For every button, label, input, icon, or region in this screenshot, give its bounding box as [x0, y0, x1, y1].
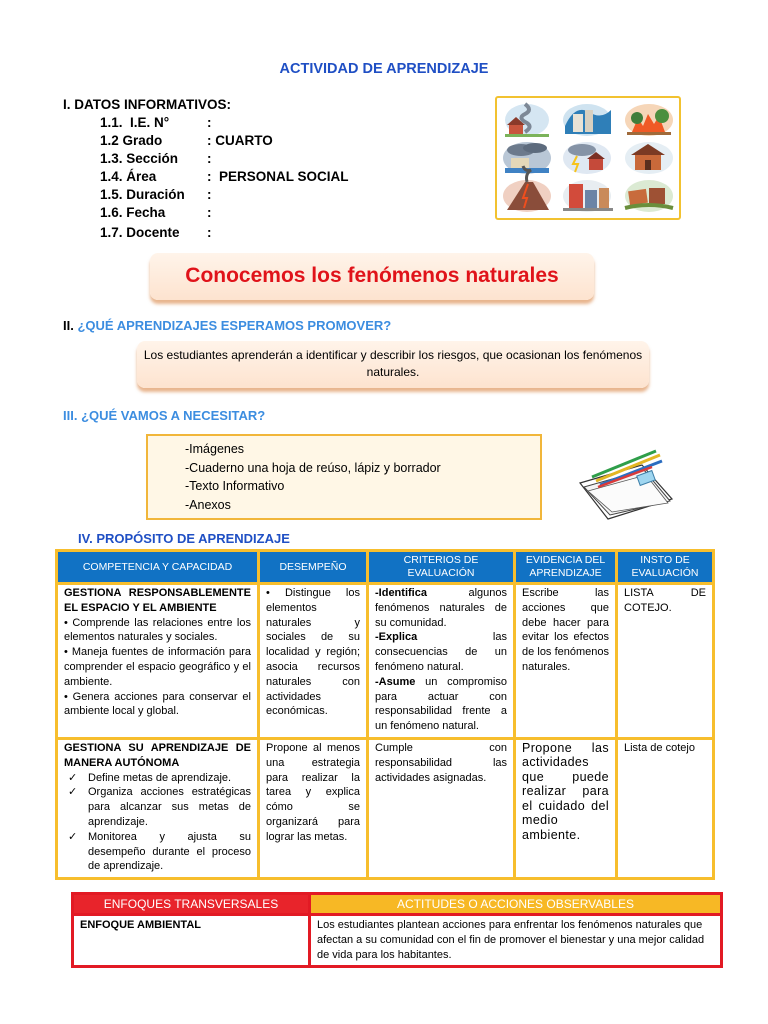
criterio-item: [375, 675, 507, 734]
info-value: :: [207, 115, 212, 130]
section-2-number: II.: [63, 318, 74, 333]
info-row-ie: [100, 115, 212, 130]
info-value: :: [207, 187, 212, 202]
purpose-table: [55, 549, 715, 880]
capacidad-item: [64, 771, 251, 786]
enfoques-header-row: [73, 894, 722, 915]
material-item: -Imágenes: [185, 442, 245, 456]
capacidad-text: Organiza acciones estratégicas para alcanzar sus metas de aprendizaje.: [88, 786, 251, 828]
enfoques-table: [71, 892, 723, 968]
capacidades-list: [64, 616, 251, 720]
competencia-title: GESTIONA RESPONSABLEMENTE EL ESPACIO Y EL AMBIENTE: [64, 587, 251, 614]
evidencia-cell: Escribe las acciones que debe hacer para evitar los efectos de los fenómenos naturales.: [515, 584, 617, 739]
capacidad-item: • Comprende las relaciones entre los elementos naturales y sociales.: [64, 616, 251, 644]
criterio-item: [375, 586, 507, 630]
section-3-heading: [63, 408, 265, 423]
checkmark-icon: ✓: [68, 786, 78, 799]
competencia-cell: [57, 738, 259, 878]
info-label: 1.7. Docente: [100, 225, 180, 240]
section-2-heading: [63, 318, 391, 333]
section-3-title: ¿QUÉ VAMOS A NECESITAR?: [81, 408, 266, 423]
criterio-item: [375, 630, 507, 674]
instrumento-cell: LISTA DE COTEJO.: [617, 584, 714, 739]
criterio-verb: -Explica: [375, 631, 418, 644]
table-row: [57, 584, 714, 739]
capacidad-text: Monitorea y ajusta su desempeño durante el proceso de aprendizaje.: [88, 830, 251, 873]
col-header-desempeno: DESEMPEÑO: [259, 551, 368, 584]
col-header-instrumento: INSTO DE EVALUACIÓN: [617, 551, 714, 584]
datos-heading: I. DATOS INFORMATIVOS:: [63, 97, 231, 112]
info-label: 1.1. I.E. N°: [100, 115, 170, 130]
checkmark-icon: ✓: [68, 771, 78, 784]
capacidad-item: • Genera acciones para conservar el ambiente local y global.: [64, 690, 251, 718]
lesson-title-banner: Conocemos los fenómenos naturales: [150, 253, 594, 300]
criterio-text: las consecuencias de un fenómeno natural.: [375, 631, 507, 673]
actitud-cell: Los estudiantes plantean acciones para enfrentar los fenómenos naturales que afectan a su comunidad con el fin de promover el bienestar y una mejor calidad de vida para los habitantes.: [310, 915, 722, 967]
competencia-title: GESTIONA SU APRENDIZAJE DE MANERA AUTÓNOMA: [64, 741, 251, 769]
info-label: 1.4. Área: [100, 169, 157, 184]
info-row-seccion: [100, 151, 212, 166]
instrumento-cell: Lista de cotejo: [617, 738, 714, 878]
info-value: : CUARTO: [207, 133, 273, 148]
info-row-fecha: [100, 205, 212, 220]
col-header-actitudes: ACTITUDES O ACCIONES OBSERVABLES: [310, 894, 722, 915]
material-item: -Anexos: [185, 497, 231, 512]
info-row-area: [100, 169, 349, 184]
col-header-competencia: COMPETENCIA Y CAPACIDAD: [57, 551, 259, 584]
natural-disasters-illustration: [495, 96, 681, 220]
criterio-text: un compromiso para actuar con responsabilidad frente a un fenómeno natural.: [375, 675, 507, 733]
capacidad-item: [64, 830, 251, 874]
info-value: :: [207, 151, 212, 166]
criterios-cell: [368, 584, 515, 739]
section-3-number: III.: [63, 408, 78, 423]
info-value: :: [207, 205, 212, 220]
info-row-docente: [100, 225, 212, 240]
section-4-heading: IV. PROPÓSITO DE APRENDIZAJE: [78, 531, 290, 546]
criterio-verb: -Asume: [375, 675, 416, 688]
school-supplies-icon: [572, 443, 682, 525]
desempeno-cell: • Distingue los elementos naturales y sociales de su localidad y región; asocia recursos naturales con actividades económicas.: [259, 584, 368, 739]
desempeno-cell: Propone al menos una estrategia para realizar la tarea y explica cómo se organizará para lograr las metas.: [259, 738, 368, 878]
materials-box: [146, 434, 542, 520]
capacidades-list: [64, 771, 251, 875]
table-row: [57, 738, 714, 878]
info-value: :: [207, 225, 212, 240]
material-item: -Texto Informativo: [185, 479, 285, 494]
info-label: 1.3. Sección: [100, 151, 179, 166]
evidencia-cell: Propone las actividades que puede realizar para el cuidado del medio ambiente.: [515, 738, 617, 878]
info-label: 1.2 Grado: [100, 133, 163, 148]
checkmark-icon: ✓: [68, 830, 78, 843]
material-item: -Cuaderno una hoja de reúso, lápiz y borrador: [185, 460, 441, 475]
natural-disasters-icon: [497, 98, 679, 218]
enfoque-cell: ENFOQUE AMBIENTAL: [73, 915, 310, 967]
info-row-grado: [100, 133, 273, 148]
col-header-criterios: CRITERIOS DE EVALUACIÓN: [368, 551, 515, 584]
criterio-verb: -Identifica: [375, 587, 427, 599]
capacidad-text: Define metas de aprendizaje.: [88, 771, 232, 784]
info-label: 1.5. Duración: [100, 187, 185, 202]
info-label: 1.6. Fecha: [100, 205, 166, 220]
table-row: [73, 915, 722, 967]
criterios-cell: Cumple con responsabilidad las actividades asignadas.: [368, 738, 515, 878]
capacidad-item: • Maneja fuentes de información para comprender el espacio geográfico y el ambiente.: [64, 646, 251, 688]
learning-goal-box: Los estudiantes aprenderán a identificar y describir los riesgos, que ocasionan los fenómenos naturales.: [137, 341, 649, 388]
info-row-duracion: [100, 187, 212, 202]
table-header-row: [57, 551, 714, 584]
col-header-evidencia: EVIDENCIA DEL APRENDIZAJE: [515, 551, 617, 584]
criterio-text: algunos fenómenos naturales de su comunidad.: [375, 587, 507, 629]
col-header-enfoques: ENFOQUES TRANSVERSALES: [73, 894, 310, 915]
capacidad-item: [64, 785, 251, 829]
document-title: ACTIVIDAD DE APRENDIZAJE: [279, 61, 489, 77]
competencia-cell: [57, 584, 259, 739]
info-value: : PERSONAL SOCIAL: [207, 169, 349, 184]
section-2-title: ¿QUÉ APRENDIZAJES ESPERAMOS PROMOVER?: [77, 318, 392, 333]
